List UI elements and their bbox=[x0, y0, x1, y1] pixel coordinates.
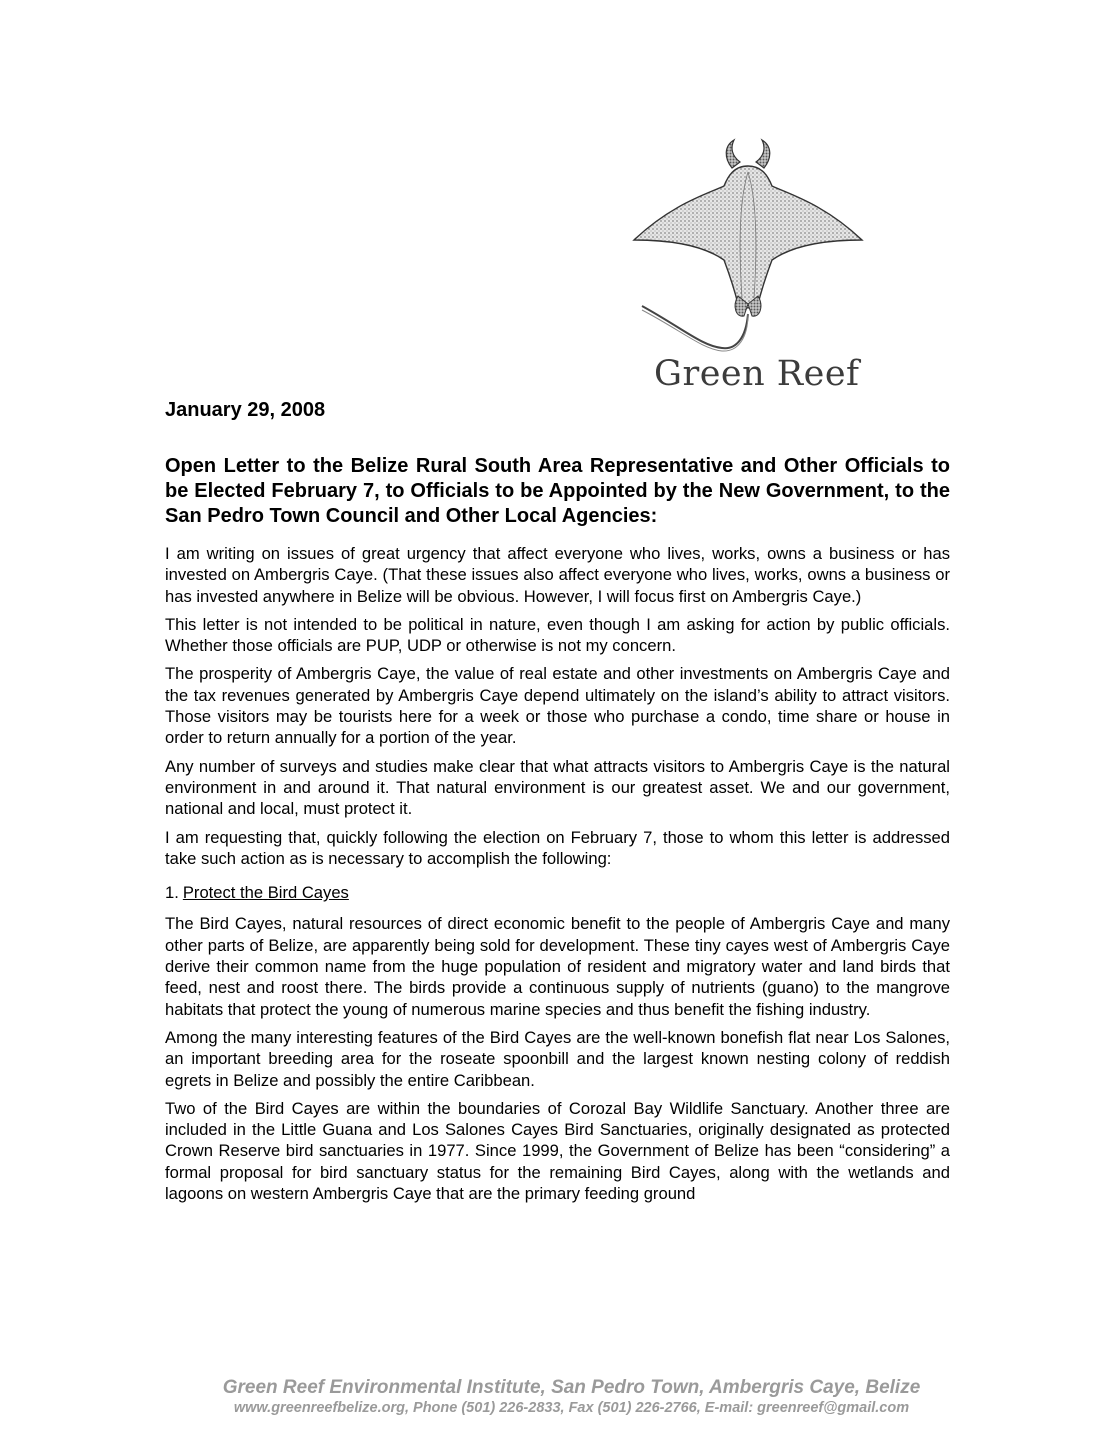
letter-body bbox=[165, 543, 950, 1211]
paragraph: I am requesting that, quickly following the election on February 7, those to whom this letter is addressed take such action as is necessary to accomplish the following: bbox=[165, 827, 950, 868]
paragraph: Among the many interesting features of the Bird Cayes are the well-known bonefish flat near Los Salones, an important breeding area for the roseate spoonbill and the largest known nesting colony of reddish egrets in Belize and possibly the entire Caribbean. bbox=[165, 1027, 950, 1090]
paragraph: This letter is not intended to be political in nature, even though I am asking for action by public officials. Whether those officials are PUP, UDP or otherwise is not my concern. bbox=[165, 614, 950, 656]
section-number: 1. bbox=[165, 883, 179, 903]
letter-heading: Open Letter to the Belize Rural South Area Representative and Other Officials to be Elected February 7, to Officials to be Appointed by the New Government, to the San Pedro Town Council and Other Local Agencies: bbox=[165, 455, 950, 527]
paragraph: I am writing on issues of great urgency that affect everyone who lives, works, owns a business or has invested on Ambergris Caye. (That these issues also affect everyone who lives, works, owns a business or has invested anywhere in Belize will be obvious. However, I will focus first on Ambergris Caye.) bbox=[165, 544, 950, 606]
paragraph: The Bird Cayes, natural resources of direct economic benefit to the people of Ambergris Caye and many other parts of Belize, are apparently being sold for development. These tiny cayes west of Ambergris Caye derive their common name from the huge population of resident and migratory water and land birds that feed, nest and roost there. The birds provide a continuous supply of nutrients (guano) to the mangrove habitats that protect the young of numerous marine species and thus benefit the fishing industry. bbox=[165, 914, 950, 1019]
section-heading bbox=[165, 882, 950, 903]
logo-text: Green Reef bbox=[654, 354, 860, 394]
section-title: Protect the Bird Cayes bbox=[182, 883, 349, 903]
footer-contact: www.greenreefbelize.org, Phone (501) 226-2833, Fax (501) 226-2766, E-mail: greenreef@gmail.com bbox=[233, 1400, 910, 1416]
manta-ray-icon bbox=[612, 128, 882, 358]
footer-organization: Green Reef Environmental Institute, San Pedro Town, Ambergris Caye, Belize bbox=[222, 1377, 921, 1398]
paragraph: Any number of surveys and studies make clear that what attracts visitors to Ambergris Caye is the natural environment in and around it. That natural environment is our greatest asset. We and our government, national and local, must protect it. bbox=[165, 756, 950, 819]
page-footer bbox=[0, 1376, 1113, 1417]
paragraph: Two of the Bird Cayes are within the boundaries of Corozal Bay Wildlife Sanctuary. Another three are included in the Little Guana and Los Salones Cayes Bird Sanctuaries, originally designated as protected Crown Reserve bird sanctuaries in 1977. Since 1999, the Government of Belize has been “considering” a formal proposal for bird sanctuary status for the remaining Bird Cayes, along with the wetlands and lagoons on western Ambergris Caye that are the primary feeding ground bbox=[165, 1098, 950, 1204]
green-reef-logo bbox=[612, 128, 882, 400]
paragraph: The prosperity of Ambergris Caye, the value of real estate and other investments on Ambergris Caye and the tax revenues generated by Ambergris Caye depend ultimately on the island’s ability to attract visitors. Those visitors may be tourists here for a week or those who purchase a condo, time share or house in order to return annually for a portion of the year. bbox=[165, 664, 950, 748]
letter-date: January 29, 2008 bbox=[165, 399, 326, 421]
